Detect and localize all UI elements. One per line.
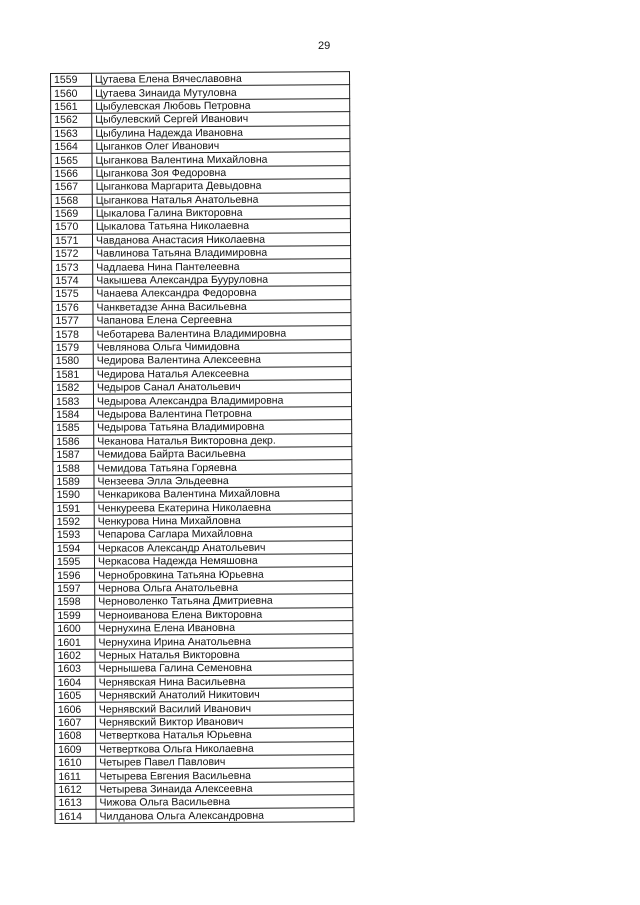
person-name: Чевлянова Ольга Чимидовна [93, 339, 351, 354]
row-number: 1603 [54, 662, 95, 676]
row-number: 1608 [55, 729, 96, 743]
person-name: Цыбулина Надежда Ивановна [92, 125, 350, 140]
row-number: 1572 [52, 247, 93, 261]
person-name: Цутаева Елена Вячеславовна [92, 72, 350, 87]
row-number: 1575 [52, 287, 93, 301]
row-number: 1604 [54, 676, 95, 690]
person-name: Чернявский Василий Иванович [95, 701, 353, 716]
row-number: 1563 [51, 127, 92, 141]
row-number: 1585 [53, 421, 94, 435]
person-name: Чернышева Галина Семеновна [95, 661, 353, 676]
person-name: Чеботарева Валентина Владимировна [93, 326, 351, 341]
row-number: 1582 [52, 381, 93, 395]
person-name: Чемидова Байрта Васильевна [94, 447, 352, 462]
row-number: 1570 [51, 221, 92, 235]
person-name: Чернявский Анатолий Никитович [95, 688, 353, 703]
row-number: 1580 [52, 354, 93, 368]
row-number: 1587 [53, 448, 94, 462]
row-number: 1569 [51, 207, 92, 221]
row-number: 1597 [54, 582, 95, 596]
person-name: Черкасова Надежда Немяшовна [94, 554, 352, 569]
person-name: Чепарова Саглара Михайловна [94, 527, 352, 542]
person-name: Цыкалова Галина Викторовна [92, 206, 350, 221]
person-name: Цутаева Зинаида Мутуловна [92, 85, 350, 100]
person-name: Чедырова Александра Владимировна [93, 393, 351, 408]
person-name: Черноволенко Татьяна Дмитриевна [95, 594, 353, 609]
person-name: Чилданова Ольга Александровна [96, 808, 354, 823]
row-number: 1578 [52, 328, 93, 342]
person-name: Чанкветадзе Анна Васильевна [93, 299, 351, 314]
page-number: 29 [318, 40, 331, 52]
registry-table [50, 71, 355, 824]
row-number: 1600 [54, 622, 95, 636]
person-name: Ченкарикова Валентина Михайловна [94, 487, 352, 502]
person-name: Цыбулевский Сергей Иванович [92, 112, 350, 127]
row-number: 1566 [51, 167, 92, 181]
person-name: Черноиванова Елена Викторовна [95, 607, 353, 622]
row-number: 1568 [51, 194, 92, 208]
person-name: Чанаева Александра Федоровна [93, 286, 351, 301]
person-name: Чакышева Александра Бууруловна [93, 273, 351, 288]
person-name: Чедыров Санал Анатольевич [93, 380, 351, 395]
row-number: 1565 [51, 154, 92, 168]
person-name: Цыганков Олег Иванович [92, 139, 350, 154]
row-number: 1610 [55, 756, 96, 770]
row-number: 1593 [53, 529, 94, 543]
person-name: Чавданова Анастасия Николаевна [92, 232, 350, 247]
row-number: 1574 [52, 274, 93, 288]
row-number: 1611 [55, 770, 96, 784]
row-number: 1605 [54, 689, 95, 703]
row-number: 1592 [53, 515, 94, 529]
row-number: 1576 [52, 301, 93, 315]
person-name: Черных Наталья Викторовна [95, 647, 353, 662]
row-number: 1590 [53, 488, 94, 502]
person-name: Четверткова Ольга Николаевна [96, 741, 354, 756]
row-number: 1613 [55, 796, 96, 810]
person-name: Цыганкова Наталья Анатольевна [92, 192, 350, 207]
row-number: 1573 [52, 261, 93, 275]
row-number: 1564 [51, 140, 92, 154]
person-name: Чемидова Татьяна Горяевна [94, 460, 352, 475]
row-number: 1567 [51, 180, 92, 194]
person-name: Чензеева Элла Эльдеевна [94, 473, 352, 488]
row-number: 1579 [52, 341, 93, 355]
row-number: 1612 [55, 783, 96, 797]
row-number: 1607 [54, 716, 95, 730]
person-name: Чедырова Валентина Петровна [94, 406, 352, 421]
registry-rows [51, 72, 355, 824]
person-name: Черкасов Александр Анатольевич [94, 540, 352, 555]
row-number: 1595 [53, 555, 94, 569]
person-name: Чернявский Виктор Иванович [95, 714, 353, 729]
person-name: Чедырова Татьяна Владимировна [94, 420, 352, 435]
person-name: Ченкурова Нина Михайловна [94, 514, 352, 529]
row-number: 1606 [54, 703, 95, 717]
row-number: 1577 [52, 314, 93, 328]
person-name: Цыганкова Зоя Федоровна [92, 165, 350, 180]
person-name: Чернухина Елена Ивановна [95, 621, 353, 636]
row-number: 1584 [53, 408, 94, 422]
person-name: Чапанова Елена Сергеевна [93, 313, 351, 328]
row-number: 1562 [51, 113, 92, 127]
row-number: 1589 [53, 475, 94, 489]
person-name: Чернявская Нина Васильевна [95, 674, 353, 689]
row-number: 1596 [54, 569, 95, 583]
row-number: 1591 [53, 502, 94, 516]
row-number: 1594 [53, 542, 94, 556]
row-number: 1586 [53, 435, 94, 449]
row-number: 1614 [55, 810, 96, 824]
row-number: 1601 [54, 636, 95, 650]
person-name: Цыкалова Татьяна Николаевна [92, 219, 350, 234]
person-name: Цыганкова Валентина Михайловна [92, 152, 350, 167]
person-name: Ченкуреева Екатерина Николаевна [94, 500, 352, 515]
person-name: Чернухина Ирина Анатольевна [95, 634, 353, 649]
table-row [55, 808, 354, 823]
person-name: Чеканова Наталья Викторовна декр. [94, 433, 352, 448]
row-number: 1588 [53, 462, 94, 476]
row-number: 1599 [54, 609, 95, 623]
person-name: Четырев Павел Павлович [96, 755, 354, 770]
person-name: Чедирова Валентина Алексеевна [93, 353, 351, 368]
person-name: Чедирова Наталья Алексеевна [93, 366, 351, 381]
row-number: 1598 [54, 595, 95, 609]
person-name: Чернобровкина Татьяна Юрьевна [95, 567, 353, 582]
person-name: Чижова Ольга Васильевна [96, 795, 354, 810]
person-name: Четырева Зинаида Алексеевна [96, 781, 354, 796]
row-number: 1571 [51, 234, 92, 248]
person-name: Чернова Ольга Анатольевна [95, 581, 353, 596]
person-name: Чавлинова Татьяна Владимировна [93, 246, 351, 261]
row-number: 1561 [51, 100, 92, 114]
row-number: 1560 [51, 87, 92, 101]
person-name: Четырева Евгения Васильевна [96, 768, 354, 783]
row-number: 1559 [51, 73, 92, 87]
person-name: Четверткова Наталья Юрьевна [96, 728, 354, 743]
person-name: Чадлаева Нина Пантелеевна [93, 259, 351, 274]
row-number: 1583 [52, 395, 93, 409]
row-number: 1602 [54, 649, 95, 663]
row-number: 1581 [52, 368, 93, 382]
row-number: 1609 [55, 743, 96, 757]
person-name: Цыбулевская Любовь Петровна [92, 98, 350, 113]
person-name: Цыганкова Маргарита Девыдовна [92, 179, 350, 194]
